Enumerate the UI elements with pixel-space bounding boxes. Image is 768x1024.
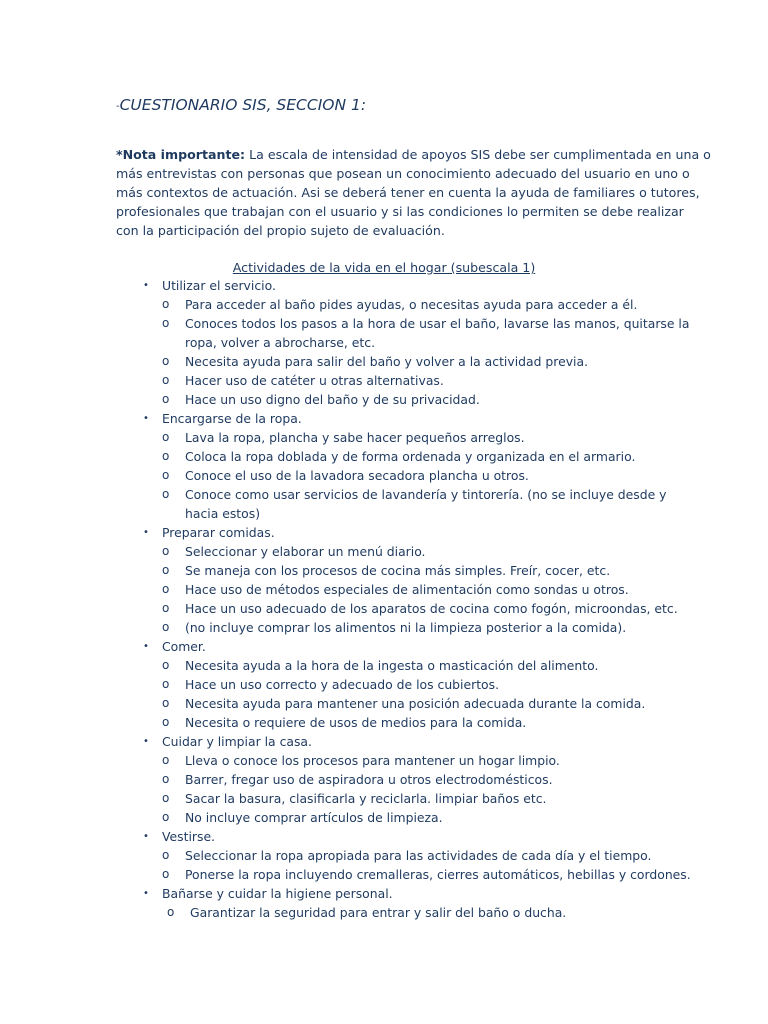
sub-item-continuation: ropa, volver a abrocharse, etc.: [185, 335, 376, 350]
hollow-bullet-icon: o: [162, 582, 170, 596]
section-label: Preparar comidas.: [162, 525, 275, 540]
sub-list-item: [0, 903, 768, 922]
sub-list-item: [0, 865, 768, 884]
sub-list-item: [0, 694, 768, 713]
sub-item-text: No incluye comprar artículos de limpieza.: [185, 810, 443, 825]
sub-list-item: [0, 789, 768, 808]
sub-item-text: Para acceder al baño pides ayudas, o necesitas ayuda para acceder a él.: [185, 297, 638, 312]
list-item: [0, 276, 768, 295]
bullet-icon: •: [143, 831, 149, 842]
sub-item-text: Hace un uso correcto y adecuado de los cubiertos.: [185, 677, 500, 692]
sub-item-text: Hacer uso de catéter u otras alternativas.: [185, 373, 444, 388]
sub-item-continuation: hacia estos): [185, 506, 261, 521]
sub-item-text: Sacar la basura, clasificarla y reciclarla. limpiar baños etc.: [185, 791, 547, 806]
section-label: Comer.: [162, 639, 206, 654]
bullet-icon: •: [143, 280, 149, 291]
sub-item-text: Necesita o requiere de usos de medios para la comida.: [185, 715, 527, 730]
sub-list-item: [0, 846, 768, 865]
bullet-icon: •: [143, 736, 149, 747]
sub-item-text: Conoce el uso de la lavadora secadora plancha u otros.: [185, 468, 529, 483]
hollow-bullet-icon: o: [162, 620, 170, 634]
hollow-bullet-icon: o: [162, 810, 170, 824]
important-note: [116, 145, 711, 240]
note-line: con la participación del propio sujeto de evaluación.: [116, 223, 445, 238]
sub-item-text: Hace un uso adecuado de los aparatos de cocina como fogón, microondas, etc.: [185, 601, 678, 616]
bullet-icon: •: [143, 527, 149, 538]
sub-list-item: [0, 599, 768, 618]
list-item: [0, 884, 768, 903]
note-label: *Nota importante:: [116, 147, 246, 162]
sub-list-item: [0, 580, 768, 599]
hollow-bullet-icon: o: [162, 316, 170, 330]
hollow-bullet-icon: o: [162, 677, 170, 691]
hollow-bullet-icon: o: [162, 297, 170, 311]
hollow-bullet-icon: o: [162, 658, 170, 672]
sub-item-text: Coloca la ropa doblada y de forma ordenada y organizada en el armario.: [185, 449, 636, 464]
sub-list-item: [0, 675, 768, 694]
sub-list-item: [0, 618, 768, 637]
sub-list-item: [0, 390, 768, 409]
hollow-bullet-icon: o: [162, 430, 170, 444]
list-item: [0, 523, 768, 542]
sub-list-item: [0, 713, 768, 732]
hollow-bullet-icon: o: [162, 696, 170, 710]
sub-item-text: Se maneja con los procesos de cocina más simples. Freír, cocer, etc.: [185, 563, 611, 578]
list-item: [0, 409, 768, 428]
bullet-icon: •: [143, 413, 149, 424]
hollow-bullet-icon: o: [162, 487, 170, 501]
hollow-bullet-icon: o: [162, 468, 170, 482]
hollow-bullet-icon: o: [162, 563, 170, 577]
sub-item-text: Ponerse la ropa incluyendo cremalleras, cierres automáticos, hebillas y cordones.: [185, 867, 691, 882]
sub-item-text: Seleccionar la ropa apropiada para las actividades de cada día y el tiempo.: [185, 848, 652, 863]
section-label: Cuidar y limpiar la casa.: [162, 734, 312, 749]
sub-list-item: [0, 314, 768, 333]
section-label: Bañarse y cuidar la higiene personal.: [162, 886, 393, 901]
sub-list-item: [0, 371, 768, 390]
sub-item-text: Seleccionar y elaborar un menú diario.: [185, 544, 426, 559]
activity-list: [0, 276, 768, 922]
sub-list-item: [0, 466, 768, 485]
title-text: CUESTIONARIO SIS, SECCION 1:: [119, 96, 367, 114]
sub-list-item: [0, 295, 768, 314]
sub-item-text: Lleva o conoce los procesos para mantener un hogar limpio.: [185, 753, 560, 768]
sub-list-item: [0, 542, 768, 561]
sub-list-item: [0, 428, 768, 447]
note-line: [116, 145, 711, 164]
hollow-bullet-icon: o: [162, 544, 170, 558]
sub-item-text: Necesita ayuda para salir del baño y volver a la actividad previa.: [185, 354, 589, 369]
sub-list-item: [0, 751, 768, 770]
title-prefix: -: [116, 101, 120, 112]
hollow-bullet-icon: o: [162, 867, 170, 881]
hollow-bullet-icon: o: [162, 354, 170, 368]
hollow-bullet-icon: o: [162, 715, 170, 729]
note-line: profesionales que trabajan con el usuario y si las condiciones lo permiten se debe realizar: [116, 204, 684, 219]
sub-item-text: Necesita ayuda a la hora de la ingesta o masticación del alimento.: [185, 658, 599, 673]
sub-item-text: Hace uso de métodos especiales de alimentación como sondas u otros.: [185, 582, 629, 597]
note-line: más contextos de actuación. Asi se deberá tener en cuenta la ayuda de familiares o tutores,: [116, 185, 700, 200]
sub-item-text: Conoce como usar servicios de lavandería y tintorería. (no se incluye desde y: [185, 487, 667, 502]
list-item: [0, 637, 768, 656]
section-label: Vestirse.: [162, 829, 216, 844]
sub-list-item: [0, 485, 768, 504]
hollow-bullet-icon: o: [162, 449, 170, 463]
bullet-icon: •: [143, 888, 149, 899]
bullet-icon: •: [143, 641, 149, 652]
list-item: [0, 827, 768, 846]
hollow-bullet-icon: o: [162, 601, 170, 615]
subscale-heading: Actividades de la vida en el hogar (subescala 1): [232, 260, 536, 275]
section-label: Encargarse de la ropa.: [162, 411, 302, 426]
list-item: [0, 732, 768, 751]
hollow-bullet-icon: o: [162, 392, 170, 406]
sub-list-item: [0, 770, 768, 789]
sub-item-text: (no incluye comprar los alimentos ni la limpieza posterior a la comida).: [185, 620, 627, 635]
sub-item-text: Conoces todos los pasos a la hora de usar el baño, lavarse las manos, quitarse la: [185, 316, 690, 331]
sub-list-item: [0, 352, 768, 371]
sub-item-text: Barrer, fregar uso de aspiradora u otros electrodomésticos.: [185, 772, 553, 787]
hollow-bullet-icon: o: [162, 373, 170, 387]
document-title: [116, 96, 366, 114]
sub-list-item: [0, 447, 768, 466]
sub-item-text: Hace un uso digno del baño y de su privacidad.: [185, 392, 480, 407]
sub-item-text: Necesita ayuda para mantener una posición adecuada durante la comida.: [185, 696, 646, 711]
sub-item-text: Lava la ropa, plancha y sabe hacer pequeños arreglos.: [185, 430, 525, 445]
hollow-bullet-icon: o: [162, 791, 170, 805]
section-label: Utilizar el servicio.: [162, 278, 276, 293]
hollow-bullet-icon: o: [162, 753, 170, 767]
note-line: más entrevistas con personas que posean un conocimiento adecuado del usuario en uno o: [116, 166, 690, 181]
sub-list-item: [0, 656, 768, 675]
sub-item-text: Garantizar la seguridad para entrar y salir del baño o ducha.: [190, 905, 567, 920]
hollow-bullet-icon: o: [162, 772, 170, 786]
sub-list-item: [0, 808, 768, 827]
hollow-bullet-icon: o: [167, 905, 175, 919]
sub-list-item: [0, 561, 768, 580]
note-text: La escala de intensidad de apoyos SIS debe ser cumplimentada en una o: [245, 147, 711, 162]
hollow-bullet-icon: o: [162, 848, 170, 862]
